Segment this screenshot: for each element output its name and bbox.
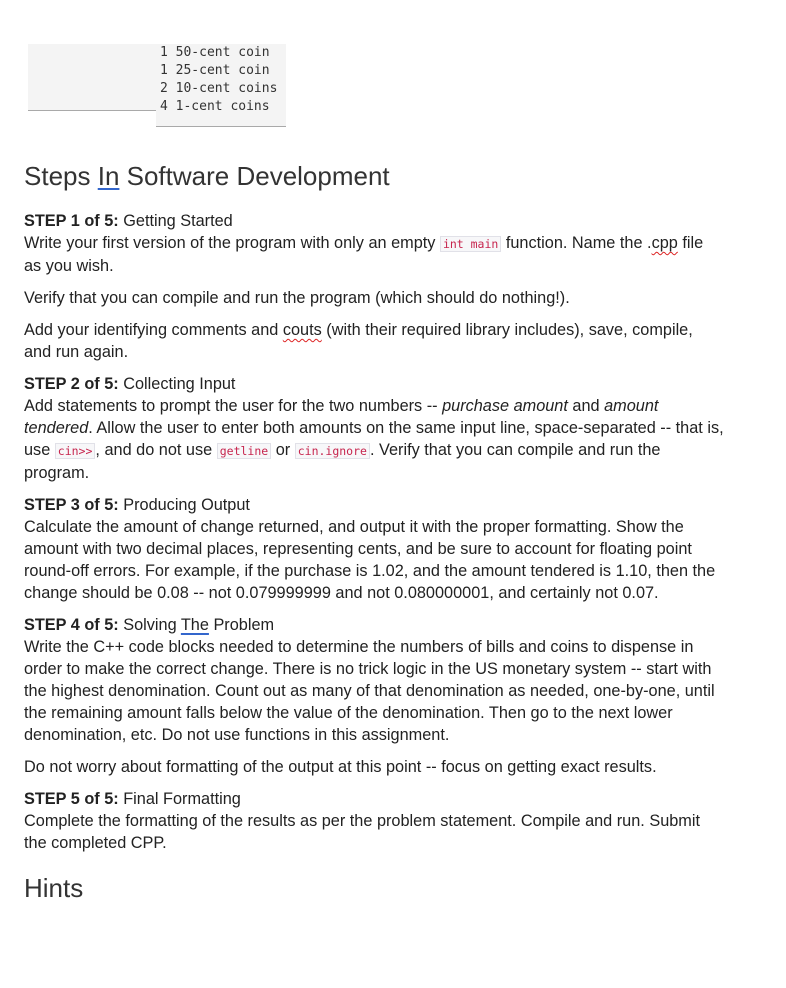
- spellcheck-word[interactable]: cpp: [651, 234, 678, 252]
- step4-note: Do not worry about formatting of the output at this point -- focus on getting exact results.: [24, 758, 657, 776]
- step2-title: Collecting Input: [118, 375, 236, 393]
- table-cell-blank: [28, 44, 156, 110]
- code-int-main: int main: [440, 236, 501, 252]
- step2-heading: STEP 2 of 5:: [24, 375, 119, 393]
- hints-title: Hints: [24, 873, 84, 903]
- divider: [28, 110, 156, 111]
- step5-paragraph: STEP 5 of 5: Final Formatting Complete the formatting of the results as per the problem statement. Compile and run. Submit the completed CPP.: [24, 790, 701, 852]
- code-cin-ignore: cin.ignore: [295, 443, 370, 459]
- spellcheck-word[interactable]: In: [97, 161, 120, 191]
- step5-title: Final Formatting: [118, 790, 241, 808]
- sample-output-block: [156, 44, 286, 127]
- step5-heading: STEP 5 of 5:: [24, 790, 119, 808]
- code-getline: getline: [217, 443, 271, 459]
- step3-title: Producing Output: [118, 496, 250, 514]
- step1-title: Getting Started: [118, 212, 233, 230]
- step1-heading: STEP 1 of 5:: [24, 212, 119, 230]
- step4-paragraph: STEP 4 of 5: Solving The Problem Write the C++ code blocks needed to determine the numbers of bills and coins to dispense in order to make the correct change. There is no trick logic in the US monetary system -- start with the highest denomination. Count out as many of that denomination as needed, one-by-one, until the remaining amount falls below the value of the denomination. Then go to the next lower denomination, etc. Do not use functions in this assignment.: [24, 616, 715, 744]
- output-line: 2 10-cent coins: [160, 81, 278, 96]
- output-line: 1 25-cent coin: [160, 63, 270, 78]
- step1-comments: Add your identifying comments and couts (with their required library includes), save, compile, and run again.: [24, 321, 693, 361]
- output-line: 4 1-cent coins: [160, 99, 270, 114]
- step3-paragraph: STEP 3 of 5: Producing Output Calculate the amount of change returned, and output it with the proper formatting. Show the amount with two decimal places, representing cents, and be sure to account for floating point round-off errors. For example, if the purchase is 1.02, and the amount tendered is 1.10, then the change should be 0.08 -- not 0.079999999 and not 0.080000001, and certainly not 0.07.: [24, 496, 716, 602]
- main-content: [24, 158, 724, 906]
- output-line: 1 50-cent coin: [160, 45, 270, 60]
- section-title: Steps In Software Development: [24, 161, 390, 191]
- step1-verify: Verify that you can compile and run the program (which should do nothing!).: [24, 289, 570, 307]
- step1-paragraph: STEP 1 of 5: Getting Started Write your first version of the program with only an empty int main function. Name the .cpp file as you wish.: [24, 212, 704, 275]
- spellcheck-word[interactable]: The: [180, 616, 209, 634]
- step3-heading: STEP 3 of 5:: [24, 496, 119, 514]
- step2-paragraph: STEP 2 of 5: Collecting Input Add statements to prompt the user for the two numbers -- purchase amount and amount tendered. Allow the user to enter both amounts on the same input line, space-separated -- that is, use cin>> , and do not use getline or cin.ignore . Verify that you can compile and run the program.: [24, 375, 724, 482]
- step4-heading: STEP 4 of 5:: [24, 616, 119, 634]
- output-example-area: [0, 0, 786, 140]
- code-cin: cin>>: [55, 443, 96, 459]
- spellcheck-word[interactable]: couts: [282, 321, 322, 339]
